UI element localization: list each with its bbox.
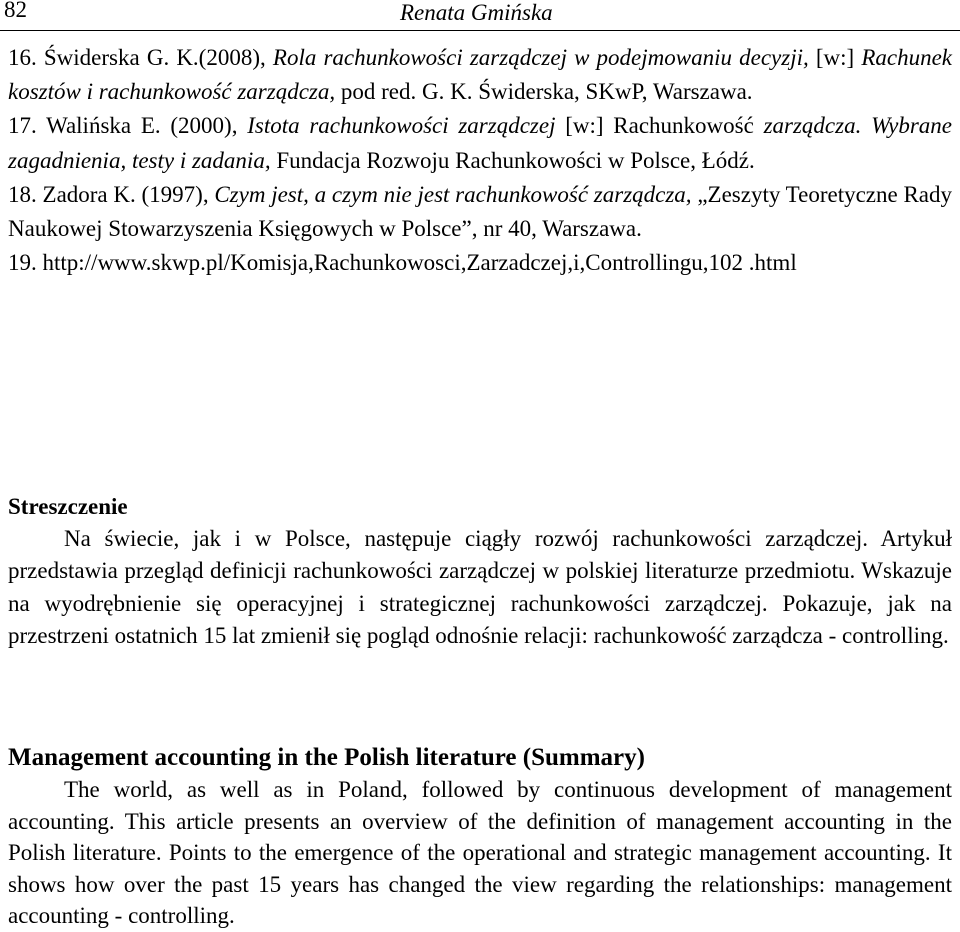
reference-item [8,41,952,109]
abstract-pl-text: Na świecie, jak i w Polsce, następuje ciągły rozwój rachunkowości zarządczej. Artykuł przedstawia przegląd definicji rachunkowości zarządczej w polskiej literaturze przedmiotu. Wskazuje na wyodrębnienie się operacyjnej i strategicznej rachunkowości zarządczej. Pokazuje, jak na przestrzeni ostatnich 15 lat zmienił się pogląd odnośnie relacji: rachunkowość zarządcza - controlling. [8,526,952,649]
reference-item [8,246,952,280]
reference-title-text: Rola rachunkowości zarządczej w podejmowaniu decyzji, [272,45,816,70]
reference-list [8,41,952,280]
reference-text: pod red. G. K. Świderska, SKwP, Warszawa. [340,79,753,105]
summary-en-text: The world, as well as in Poland, followed by continuous development of management accounting. This article presents an overview of the definition of management accounting in the Polish literature. Points to the emergence of the operational and strategic management accounting. It shows how over the past 15 years has changed the view regarding the relationships: management accounting - controlling. [8,777,952,929]
reference-title-text: Rachunek kosztów i rachunkowość zarządcza, [8,45,953,105]
reference-text: Świderska G. K.(2008), [43,45,273,70]
summary-en-title: Management accounting in the Polish literature (Summary) [8,744,645,771]
running-head-author: Renata Gmińska [400,0,553,25]
reference-number: 16. [8,45,44,70]
abstract-pl-body [8,523,952,653]
reference-text: Walińska E. (2000), [46,113,248,139]
reference-item [8,178,952,246]
reference-number: 18. [8,181,43,207]
abstract-pl-title: Streszczenie [8,494,128,519]
reference-title-text: zarządcza. Wybrane zagadnienia, testy i zadania, [8,113,952,173]
reference-text: http://www.skwp.pl/Komisja,Rachunkowosci,Zarzadczej,i,Controllingu,102 .html [42,250,797,276]
reference-text: „Zeszyty Teoretyczne Rady Naukowej Stowarzyszenia Księgowych w Polsce”, nr 40, Warszawa. [8,181,953,242]
page-number: 82 [4,0,27,22]
reference-number: 19. [8,250,43,276]
reference-text: [w:] Rachunkowość [565,113,764,139]
reference-number: 17. [8,113,47,139]
reference-text: Fundacja Rozwoju Rachunkowości w Polsce, Łódź. [276,147,755,173]
summary-en-body [8,774,952,932]
reference-text: Zadora K. (1997), [42,181,215,207]
running-header [0,0,960,31]
reference-title-text: Istota rachunkowości zarządczej [247,113,566,139]
reference-title-text: Czym jest, a czym nie jest rachunkowość zarządcza, [214,181,698,207]
reference-text: [w:] [815,45,862,70]
reference-item [8,109,952,177]
